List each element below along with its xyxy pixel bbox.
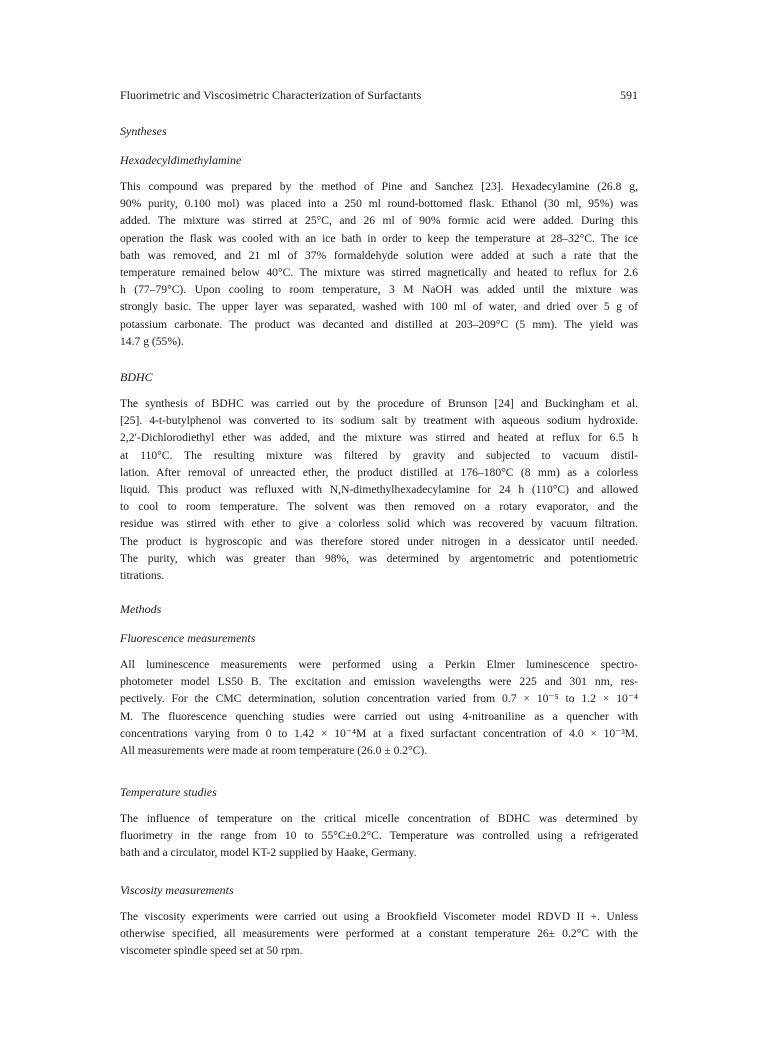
text-line: to cool to room temperature. The solvent was then removed on a rotary evaporator, and the — [120, 500, 638, 514]
text-line: This compound was prepared by the method of Pine and Sanchez [23]. Hexadecylamine (26.8 g, — [120, 180, 638, 193]
text-line: pectively. For the CMC determination, solution concentration varied from 0.7 × 10⁻⁵ to 1.2 × 10⁻⁴ — [120, 692, 638, 706]
paragraph-temperature — [120, 810, 638, 862]
text-line: The influence of temperature on the critical micelle concentration of BDHC was determined by — [120, 812, 638, 825]
text-line: residue was stirred with ether to give a colorless solid which was recovered by vacuum filtration. — [120, 517, 638, 531]
text-line: viscometer spindle speed set at 50 rpm. — [120, 944, 303, 958]
text-line: The viscosity experiments were carried out using a Brookfield Viscometer model RDVD II +. Unless — [120, 910, 638, 923]
text-line: liquid. This product was refluxed with N,N-dimethylhexadecylamine for 24 h (110°C) and allowed — [120, 483, 638, 497]
subsection-heading-bdhc: BDHC — [120, 370, 153, 384]
section-heading-syntheses: Syntheses — [120, 124, 167, 138]
page-header — [120, 88, 638, 103]
text-line: bath and a circulator, model KT-2 supplied by Haake, Germany. — [120, 846, 417, 860]
text-line: concentrations varying from 0 to 1.42 × 10⁻⁴M at a fixed surfactant concentration of 4.0 × 10⁻³M. — [120, 726, 638, 740]
text-line: The synthesis of BDHC was carried out by the procedure of Brunson [24] and Buckingham et al. — [120, 397, 638, 410]
text-line: The product is hygroscopic and was therefore stored under nitrogen in a dessicator until needed. — [120, 534, 638, 548]
paragraph-viscosity — [120, 908, 638, 960]
subsection-heading-temperature: Temperature studies — [120, 785, 217, 799]
text-line: 90% purity, 0.100 mol) was placed into a 250 ml round-bottomed flask. Ethanol (30 ml, 95%) was — [120, 197, 638, 211]
running-title: Fluorimetric and Viscosimetric Characterization of Surfactants — [120, 88, 422, 102]
subsection-heading-hexadecyldimethylamine: Hexadecyldimethylamine — [120, 153, 242, 167]
text-line: All luminescence measurements were performed using a Perkin Elmer luminescence spectro- — [120, 658, 638, 671]
text-line: operation the flask was cooled with an ice bath in order to keep the temperature at 28–32°C. The ice — [120, 231, 638, 245]
text-line: All measurements were made at room temperature (26.0 ± 0.2°C). — [120, 744, 428, 758]
text-line: [25]. 4-t-butylphenol was converted to its sodium salt by treatment with aqueous sodium hydroxide. — [120, 414, 638, 428]
subsection-heading-viscosity: Viscosity measurements — [120, 883, 234, 897]
text-line: titrations. — [120, 569, 165, 583]
text-line: bath was removed, and 21 ml of 37% formaldehyde solution were added at such a rate that the — [120, 248, 638, 262]
text-line: 2,2′-Dichlorodiethyl ether was added, and the mixture was stirred and heated at reflux for 6.5 h — [120, 431, 638, 445]
text-line: fluorimetry in the range from 10 to 55°C±0.2°C. Temperature was controlled using a refrigerated — [120, 829, 638, 843]
paragraph-fluorescence — [120, 656, 638, 759]
text-line: photometer model LS50 B. The excitation and emission wavelengths were 225 and 301 nm, res- — [120, 675, 638, 689]
text-line: M. The fluorescence quenching studies were carried out using 4-nitroaniline as a quencher with — [120, 709, 638, 723]
text-line: otherwise specified, all measurements were performed at a constant temperature 26± 0.2°C with the — [120, 927, 638, 941]
section-heading-methods: Methods — [120, 602, 162, 616]
text-line: potassium carbonate. The product was decanted and distilled at 203–209°C (5 mm). The yield was — [120, 317, 638, 331]
text-line: temperature remained below 40°C. The mixture was stirred magnetically and heated to reflux for 2.6 — [120, 266, 638, 280]
paragraph-bdhc — [120, 395, 638, 584]
text-line: lation. After removal of unreacted ether, the product distilled at 176–180°C (8 mm) as a colorless — [120, 465, 638, 479]
text-line: at 110°C. The resulting mixture was filtered by gravity and subjected to vacuum distil- — [120, 448, 638, 462]
text-line: The purity, which was greater than 98%, was determined by argentometric and potentiometric — [120, 551, 638, 565]
text-line: added. The mixture was stirred at 25°C, and 26 ml of 90% formic acid were added. During this — [120, 214, 638, 228]
subsection-heading-fluorescence: Fluorescence measurements — [120, 631, 256, 645]
page-number: 591 — [620, 88, 638, 102]
paragraph-hexadecyldimethylamine — [120, 178, 638, 350]
text-line: 14.7 g (55%). — [120, 334, 184, 348]
text-line: h (77–79°C). Upon cooling to room temperature, 3 M NaOH was added until the mixture was — [120, 283, 638, 297]
text-line: strongly basic. The upper layer was separated, washed with 100 ml of water, and dried over 5 g of — [120, 300, 638, 314]
